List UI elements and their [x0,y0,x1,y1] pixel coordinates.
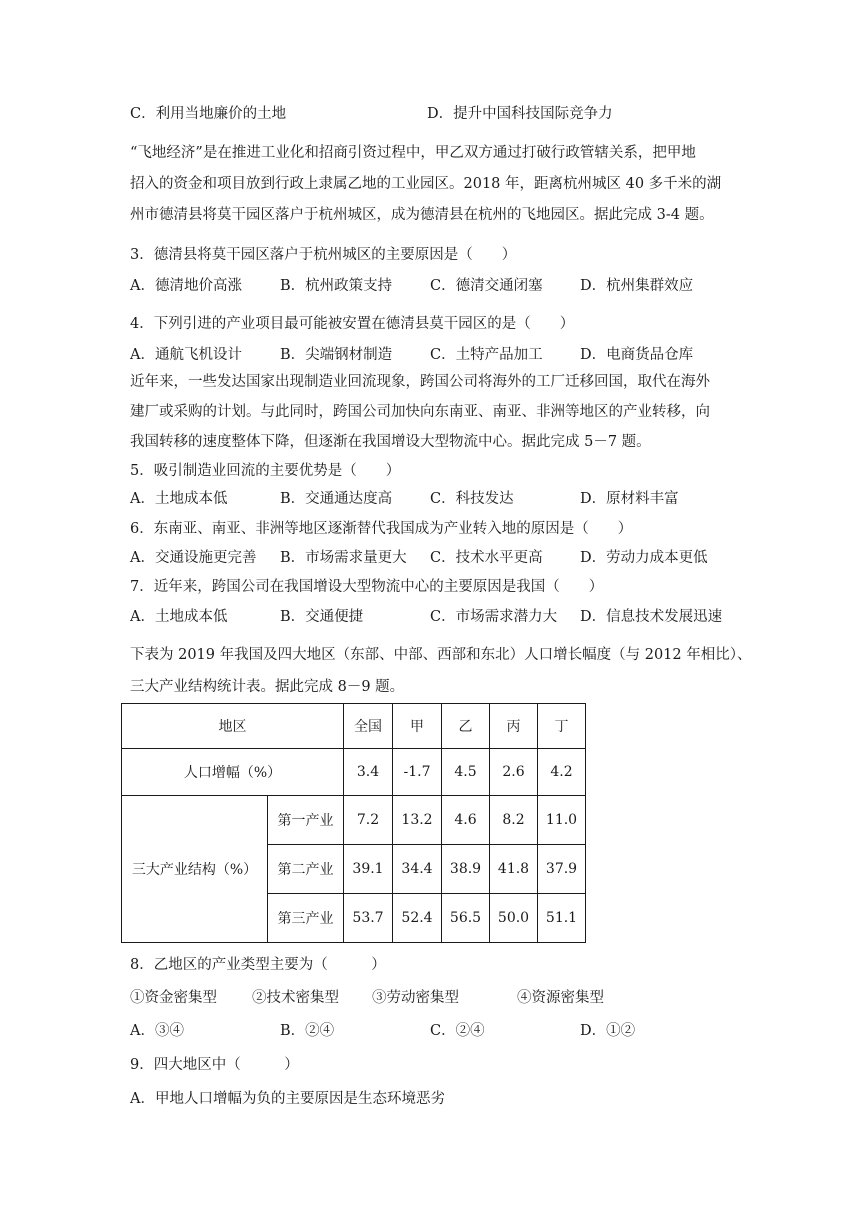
q8-option-c: C．②④ [430,1023,485,1039]
table-cell: 34.4 [393,845,442,894]
q5-option-c: C．科技发达 [430,491,514,507]
passage2-line-1: 近年来，一些发达国家出现制造业回流现象，跨国公司将海外的工厂迁移回国，取代在海外 [130,374,710,390]
q7-option-b: B．交通便捷 [280,609,364,625]
industry-name-cell: 第二产业 [268,845,344,894]
table-row-population [122,749,586,796]
column-header-jia: 甲 [393,704,442,749]
table-cell: 51.1 [538,894,586,943]
industry-label-cell: 三大产业结构（%） [122,796,268,943]
passage1-line-2: 招入的资金和项目放到行政上隶属乙地的工业园区。2018 年，距离杭州城区 40 多千米的湖 [130,176,722,192]
table-cell: 4.6 [442,796,490,845]
q8-option-d: D．①② [580,1023,636,1039]
q6-option-a: A．交通设施更完善 [130,550,257,566]
q3-stem: 3．德清县将莫干园区落户于杭州城区的主要原因是（ ） [130,247,517,263]
q8-item-4: ④资源密集型 [517,990,604,1006]
q7-stem: 7．近年来，跨国公司在我国增设大型物流中心的主要原因是我国（ ） [130,579,604,595]
q5-stem: 5．吸引制造业回流的主要优势是（ ） [130,463,401,479]
table-cell: -1.7 [393,749,442,796]
column-header-yi: 乙 [442,704,490,749]
table-row-primary [122,796,586,845]
table-cell: 11.0 [538,796,586,845]
q5-option-a: A．土地成本低 [130,491,228,507]
q2-option-c: C．利用当地廉价的土地 [130,106,287,122]
q7-option-d: D．信息技术发展迅速 [580,609,723,625]
q4-option-c: C．土特产品加工 [430,347,543,363]
q2-option-d: D．提升中国科技国际竞争力 [427,106,613,122]
table-cell: 41.8 [490,845,538,894]
q8-stem: 8．乙地区的产业类型主要为（ ） [130,957,386,973]
column-header-national: 全国 [344,704,393,749]
table-cell: 50.0 [490,894,538,943]
statistics-table [121,703,586,943]
table-cell: 39.1 [344,845,393,894]
q4-option-b: B．尖端钢材制造 [280,347,393,363]
q6-option-d: D．劳动力成本更低 [580,550,708,566]
q7-option-c: C．市场需求潜力大 [430,609,558,625]
population-label-cell: 人口增幅（%） [122,749,344,796]
industry-name-cell: 第三产业 [268,894,344,943]
table-cell: 2.6 [490,749,538,796]
q3-option-c: C．德清交通闭塞 [430,278,543,294]
table-cell: 37.9 [538,845,586,894]
q4-option-a: A．通航飞机设计 [130,347,242,363]
q6-stem: 6．东南亚、南亚、非洲等地区逐渐替代我国成为产业转入地的原因是（ ） [130,521,633,537]
table-cell: 13.2 [393,796,442,845]
table-cell: 4.2 [538,749,586,796]
column-header-bing: 丙 [490,704,538,749]
region-header-cell: 地区 [122,704,344,749]
q3-option-d: D．杭州集群效应 [580,278,694,294]
q5-option-b: B．交通通达度高 [280,491,393,507]
q8-item-3: ③劳动密集型 [372,990,459,1006]
q9-stem: 9．四大地区中（ ） [130,1057,299,1073]
q8-option-a: A．③④ [130,1023,184,1039]
passage3-line-1: 下表为 2019 年我国及四大地区（东部、中部、西部和东北）人口增长幅度（与 2012 年相比）、 [130,647,752,663]
passage1-line-1: “飞地经济”是在推进工业化和招商引资过程中，甲乙双方通过打破行政管辖关系，把甲地 [130,145,696,161]
table-cell: 8.2 [490,796,538,845]
q9-option-a: A．甲地人口增幅为负的主要原因是生态环境恶劣 [130,1091,445,1107]
q7-option-a: A．土地成本低 [130,609,228,625]
q3-option-b: B．杭州政策支持 [280,278,393,294]
table-cell: 56.5 [442,894,490,943]
q3-option-a: A．德清地价高涨 [130,278,242,294]
q6-option-c: C．技术水平更高 [430,550,543,566]
q6-option-b: B．市场需求量更大 [280,550,407,566]
passage2-line-2: 建厂或采购的计划。与此同时，跨国公司加快向东南亚、南亚、非洲等地区的产业转移，向 [130,404,710,420]
table-header-row [122,704,586,749]
q5-option-d: D．原材料丰富 [580,491,679,507]
q8-item-2: ②技术密集型 [252,990,339,1006]
q8-item-1: ①资金密集型 [130,990,217,1006]
table-cell: 52.4 [393,894,442,943]
table-cell: 4.5 [442,749,490,796]
industry-name-cell: 第一产业 [268,796,344,845]
q8-option-b: B．②④ [280,1023,335,1039]
table-cell: 7.2 [344,796,393,845]
passage1-line-3: 州市德清县将莫干园区落户于杭州城区，成为德清县在杭州的飞地园区。据此完成 3-4 题。 [130,207,714,223]
table-cell: 3.4 [344,749,393,796]
column-header-ding: 丁 [538,704,586,749]
q4-stem: 4．下列引进的产业项目最可能被安置在德清县莫干园区的是（ ） [130,316,575,332]
table-cell: 38.9 [442,845,490,894]
passage2-line-3: 我国转移的速度整体下降，但逐渐在我国增设大型物流中心。据此完成 5－7 题。 [130,434,651,450]
passage3-line-2: 三大产业结构统计表。据此完成 8－9 题。 [130,679,405,695]
table-cell: 53.7 [344,894,393,943]
q4-option-d: D．电商货品仓库 [580,347,694,363]
